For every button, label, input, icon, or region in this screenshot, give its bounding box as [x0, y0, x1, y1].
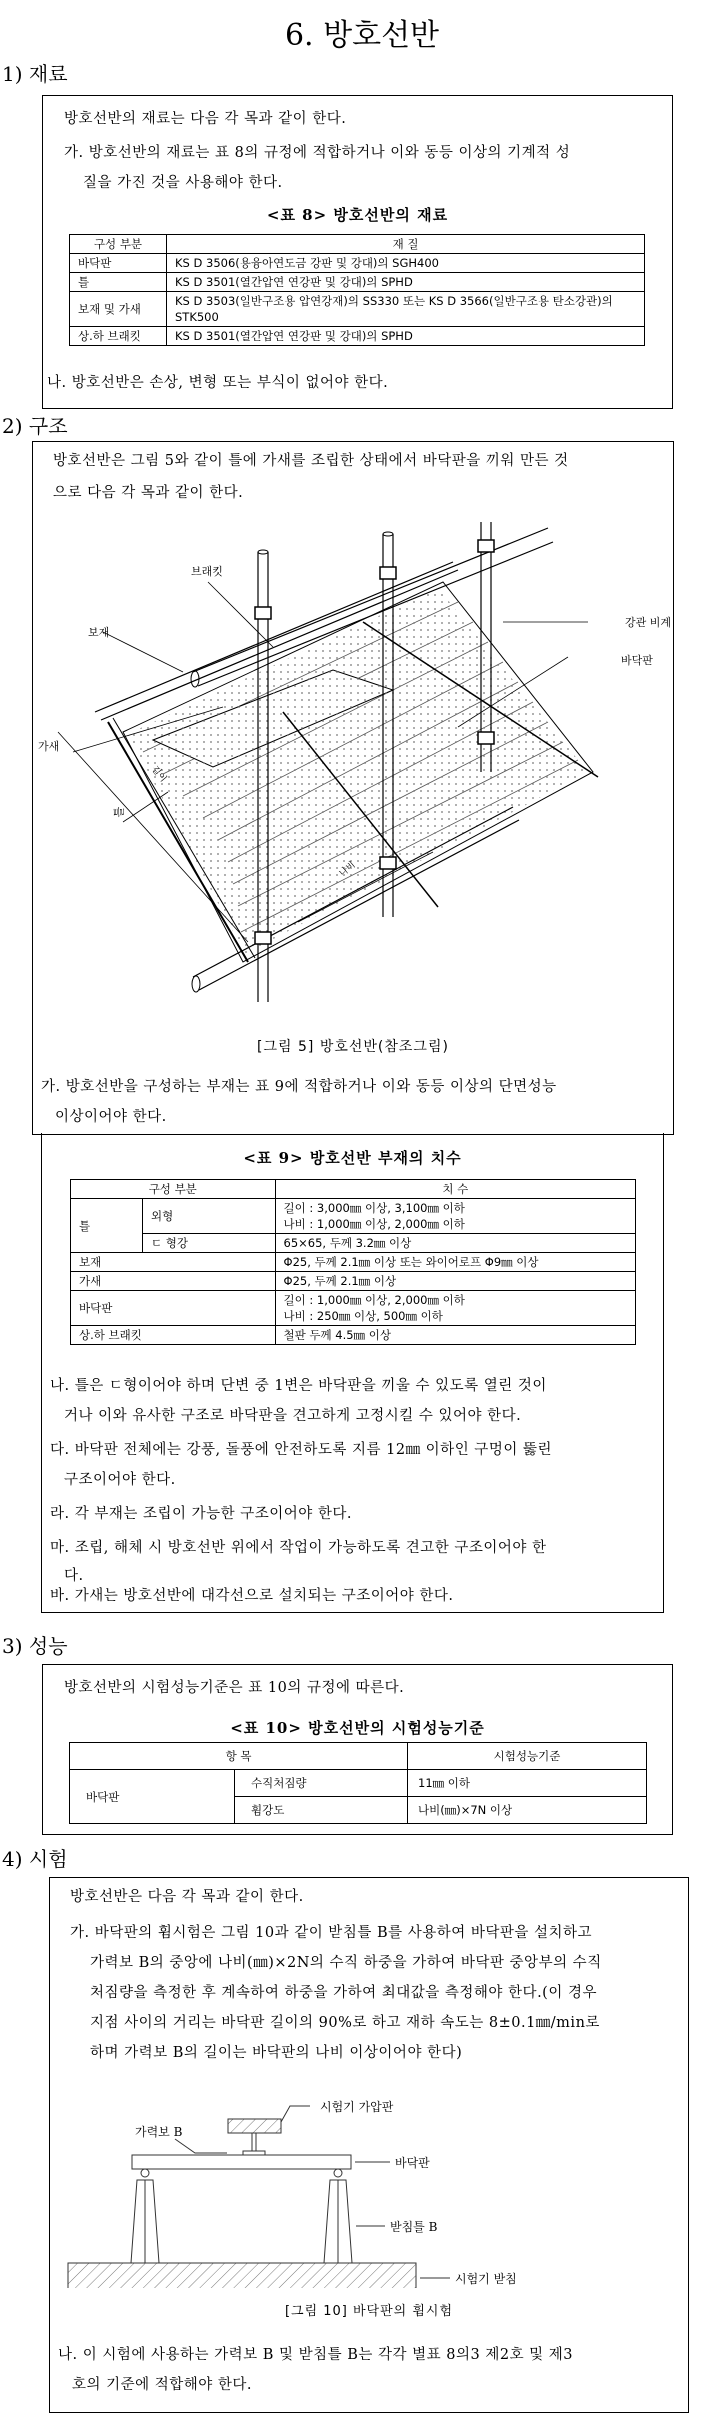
- structure-intro-1: 방호선반은 그림 5와 같이 틀에 가새를 조립한 상태에서 바닥판을 끼워 만든 것: [53, 453, 569, 469]
- table-cell: 상.하 브래킷: [71, 1326, 276, 1345]
- structure-item-na-2: 거나 이와 유사한 구조로 바닥판을 견고하게 고정시킬 수 있어야 한다.: [64, 1408, 522, 1424]
- figure-5-drawing: [33, 522, 673, 1012]
- cell-line: 길이 : 1,000㎜ 이상, 2,000㎜ 이하: [283, 1293, 465, 1307]
- table-9: [70, 1179, 636, 1345]
- section-heading-materials: 1) 재료: [2, 62, 68, 86]
- cell-line: 나비 : 250㎜ 이상, 500㎜ 이하: [283, 1309, 443, 1323]
- section-heading-performance: 3) 성능: [2, 1634, 68, 1658]
- table-10: [69, 1742, 647, 1824]
- test-item-ga-4: 지점 사이의 거리는 바닥판 길이의 90%로 하고 재하 속도는 8±0.1㎜/min로: [90, 2015, 600, 2031]
- label-beam: 보재: [88, 626, 110, 639]
- label-support-frame: 받침틀 B: [390, 2220, 438, 2234]
- structure-item-ba: 바. 가새는 방호선반에 대각선으로 설치되는 구조이어야 한다.: [50, 1588, 454, 1604]
- table-header: 치 수: [275, 1180, 635, 1199]
- table-cell: 수직처짐량: [235, 1770, 408, 1797]
- table-row: [70, 254, 645, 273]
- test-item-ga-5: 하며 가력보 B의 길이는 바닥판의 나비 이상이어야 한다): [90, 2045, 463, 2061]
- table-row: [70, 235, 645, 254]
- structure-box: [32, 441, 674, 1135]
- table-cell: 틀: [71, 1199, 143, 1253]
- table-row: [70, 1743, 647, 1770]
- structure-item-na-1: 나. 틀은 ㄷ형이어야 하며 단변 중 1변은 바닥판을 끼울 수 있도록 열린 것이: [50, 1378, 547, 1394]
- figure-5-caption: [그림 5] 방호선반(참조그림): [257, 1039, 449, 1055]
- performance-box: [42, 1664, 673, 1835]
- table-cell: 철판 두께 4.5㎜ 이상: [275, 1326, 635, 1345]
- table-cell: 보재 및 가새: [70, 292, 167, 327]
- test-item-na-2: 호의 기준에 적합해야 한다.: [72, 2377, 253, 2393]
- materials-item-ga-2: 질을 가진 것을 사용해야 한다.: [83, 175, 283, 191]
- label-brace: 가새: [38, 740, 60, 753]
- label-width: 나비: [337, 860, 358, 880]
- table-cell: 상.하 브래킷: [70, 327, 167, 346]
- section-heading-structure: 2) 구조: [2, 414, 68, 438]
- materials-box: [42, 95, 673, 409]
- page-title: 6. 방호선반: [284, 18, 440, 53]
- section-heading-test: 4) 시험: [2, 1847, 68, 1871]
- test-item-na-1: 나. 이 시험에 사용하는 가력보 B 및 받침틀 B는 각각 별표 8의3 제2호 및 제3: [58, 2347, 574, 2363]
- table-header: 구성 부분: [70, 235, 167, 254]
- table-cell: 65×65, 두께 3.2㎜ 이상: [275, 1234, 635, 1253]
- structure-item-ma-2: 다.: [64, 1568, 84, 1584]
- table-cell: 바닥판: [70, 254, 167, 273]
- leader-press-plate: [281, 2106, 310, 2122]
- table-header: 구성 부분: [71, 1180, 276, 1199]
- table-cell: 외형: [143, 1199, 276, 1234]
- support-frame-b-left: [131, 2180, 159, 2263]
- structure-item-ga-1: 가. 방호선반을 구성하는 부재는 표 9에 적합하거나 이와 동등 이상의 단면성능: [41, 1079, 557, 1095]
- support-frame-b-right: [324, 2180, 352, 2263]
- table-row: [71, 1180, 636, 1199]
- label-test-base: 시험기 받침: [455, 2272, 517, 2286]
- test-box: [49, 1877, 689, 2413]
- table-9-box: [41, 1133, 664, 1613]
- table-cell: 틀: [70, 273, 167, 292]
- table-10-caption: <표 10> 방호선반의 시험성능기준: [230, 1719, 485, 1737]
- table-row: [70, 1770, 647, 1797]
- materials-item-ga-1: 가. 방호선반의 재료는 표 8의 규정에 적합하거나 이와 동등 이상의 기계적 성: [64, 145, 571, 161]
- table-row: [71, 1291, 636, 1326]
- table-cell: 11㎜ 이하: [408, 1770, 647, 1797]
- table-cell: Φ25, 두께 2.1㎜ 이상: [275, 1272, 635, 1291]
- cell-line: 길이 : 3,000㎜ 이상, 3,100㎜ 이하: [283, 1201, 465, 1215]
- leader-load-beam: [175, 2139, 227, 2153]
- leader-beam: [103, 632, 183, 672]
- label-bracket: 브래킷: [191, 565, 223, 578]
- table-cell: 바닥판: [70, 1770, 235, 1824]
- table-cell: 바닥판: [71, 1291, 276, 1326]
- performance-intro: 방호선반의 시험성능기준은 표 10의 규정에 따른다.: [64, 1680, 405, 1696]
- table-row: [71, 1326, 636, 1345]
- table-row: [70, 273, 645, 292]
- table-cell: 나비(㎜)×7N 이상: [408, 1797, 647, 1824]
- materials-item-na: 나. 방호선반은 손상, 변형 또는 부식이 없어야 한다.: [47, 375, 389, 391]
- cell-line: 나비 : 1,000㎜ 이상, 2,000㎜ 이하: [283, 1217, 465, 1231]
- table-cell: 휨강도: [235, 1797, 408, 1824]
- label-deck: 바닥판: [621, 654, 653, 667]
- table-header: 시험성능기준: [408, 1743, 647, 1770]
- table-cell: KS D 3503(일반구조용 압연강재)의 SS330 또는 KS D 3566(일반구조용 탄소강관)의 STK500: [167, 292, 645, 327]
- test-item-ga-3: 처짐량을 측정한 후 계속하여 하중을 가하여 최대값을 측정해야 한다.(이 경우: [90, 1985, 597, 2001]
- table-header: 재 질: [167, 235, 645, 254]
- structure-item-da-2: 구조이어야 한다.: [64, 1472, 176, 1488]
- test-base: [68, 2263, 416, 2288]
- table-row: [71, 1253, 636, 1272]
- table-cell: 보재: [71, 1253, 276, 1272]
- label-press-plate: 시험기 가압판: [320, 2100, 394, 2114]
- table-cell: KS D 3501(열간압연 연강판 및 강대)의 SPHD: [167, 273, 645, 292]
- structure-item-ga-2: 이상이어야 한다.: [55, 1109, 167, 1125]
- table-cell: 가새: [71, 1272, 276, 1291]
- materials-intro: 방호선반의 재료는 다음 각 목과 같이 한다.: [64, 111, 347, 127]
- label-length: 길이: [149, 764, 168, 785]
- table-cell: KS D 3506(용융아연도금 강판 및 강대)의 SGH400: [167, 254, 645, 273]
- table-8: [69, 234, 645, 346]
- load-beam-b: [243, 2133, 265, 2155]
- label-steel-pipe: 강관 비계: [625, 616, 672, 629]
- table-header: 항 목: [70, 1743, 408, 1770]
- table-9-caption: <표 9> 방호선반 부재의 치수: [243, 1149, 462, 1167]
- table-cell: KS D 3501(열간압연 연강판 및 강대)의 SPHD: [167, 327, 645, 346]
- table-row: [70, 292, 645, 327]
- structure-intro-2: 으로 다음 각 목과 같이 한다.: [53, 485, 244, 501]
- label-frame: 틀: [112, 806, 126, 818]
- table-row: [71, 1234, 636, 1253]
- table-cell: Φ25, 두께 2.1㎜ 이상 또는 와이어로프 Φ9㎜ 이상: [275, 1253, 635, 1272]
- table-row: [71, 1199, 636, 1234]
- table-cell: ㄷ 형강: [143, 1234, 276, 1253]
- test-item-ga-2: 가력보 B의 중앙에 나비(㎜)×2N의 수직 하중을 가하여 바닥판 중앙부의 수직: [90, 1955, 602, 1971]
- structure-item-ra: 라. 각 부재는 조립이 가능한 구조이어야 한다.: [50, 1506, 352, 1522]
- test-intro: 방호선반은 다음 각 목과 같이 한다.: [70, 1889, 304, 1905]
- structure-item-da-1: 다. 바닥판 전체에는 강풍, 돌풍에 안전하도록 지름 12㎜ 이하인 구멍이 뚫린: [50, 1442, 552, 1458]
- label-deck-plate: 바닥판: [395, 2156, 430, 2170]
- label-load-beam: 가력보 B: [135, 2125, 183, 2139]
- press-plate: [228, 2119, 281, 2133]
- structure-item-ma-1: 마. 조립, 해체 시 방호선반 위에서 작업이 가능하도록 견고한 구조이어야 한: [50, 1540, 547, 1556]
- figure-10-caption: [그림 10] 바닥판의 휨시험: [284, 2304, 454, 2319]
- table-cell: [275, 1199, 635, 1234]
- table-8-caption: <표 8> 방호선반의 재료: [266, 206, 449, 224]
- table-cell: [275, 1291, 635, 1326]
- deck-plate: [132, 2155, 351, 2169]
- leader-frame: [123, 792, 168, 822]
- table-row: [70, 327, 645, 346]
- table-row: [71, 1272, 636, 1291]
- test-item-ga-1: 가. 바닥판의 휨시험은 그림 10과 같이 받침틀 B를 사용하여 바닥판을 설치하고: [70, 1925, 593, 1941]
